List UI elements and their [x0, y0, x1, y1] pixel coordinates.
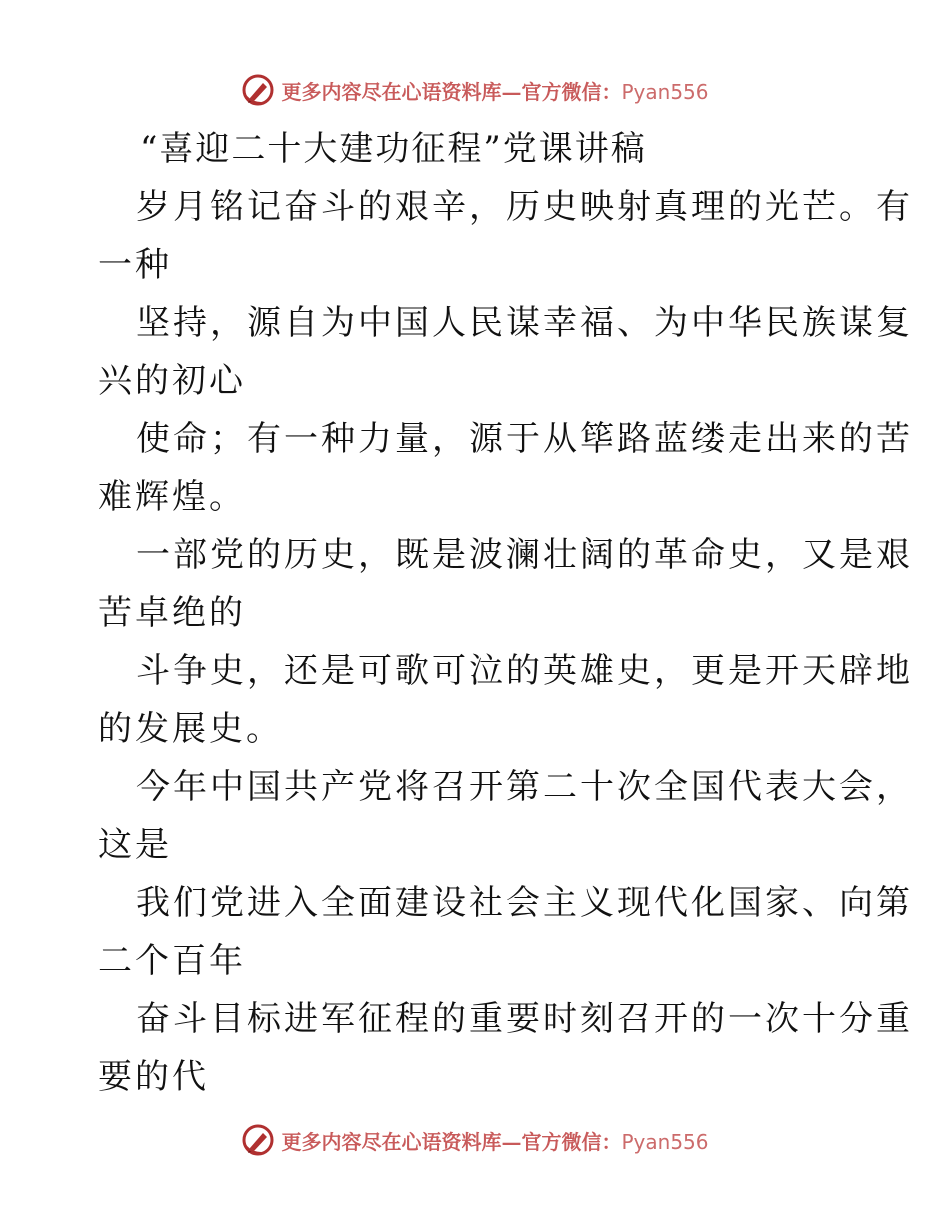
paragraph-line: 一种 [98, 245, 172, 285]
paragraph-line: 岁月铭记奋斗的艰辛，历史映射真理的光芒。有 [136, 187, 913, 227]
header-banner-wechat-id: Pyan556 [621, 79, 709, 104]
paragraph-line: 难辉煌。 [98, 477, 246, 517]
paragraph-line: 二个百年 [98, 941, 246, 981]
document-title: “喜迎二十大建功征程”党课讲稿 [140, 129, 647, 169]
paragraph-line: 兴的初心 [98, 361, 246, 401]
paragraph-line: 我们党进入全面建设社会主义现代化国家、向第 [136, 883, 913, 923]
header-banner [0, 70, 950, 110]
paragraph-line: 使命；有一种力量，源于从筚路蓝缕走出来的苦 [136, 419, 913, 459]
footer-banner [0, 1120, 950, 1160]
paragraph-line: 斗争史，还是可歌可泣的英雄史，更是开天辟地 [136, 651, 913, 691]
pen-logo-icon [241, 1123, 275, 1157]
document-body [98, 120, 913, 1106]
paragraph-line: 苦卓绝的 [98, 593, 246, 633]
paragraph-line: 这是 [98, 825, 172, 865]
footer-banner-cn: 更多内容尽在心语资料库—官方微信： [281, 1129, 622, 1154]
footer-banner-text [281, 1126, 708, 1155]
paragraph-line: 要的代 [98, 1057, 209, 1097]
footer-banner-wechat-id: Pyan556 [621, 1129, 709, 1154]
paragraph-line: 的发展史。 [98, 709, 283, 749]
paragraph-line: 今年中国共产党将召开第二十次全国代表大会， [136, 767, 913, 807]
header-banner-cn: 更多内容尽在心语资料库—官方微信： [281, 79, 622, 104]
paragraph-line: 坚持，源自为中国人民谋幸福、为中华民族谋复 [136, 303, 913, 343]
paragraph-line: 一部党的历史，既是波澜壮阔的革命史，又是艰 [136, 535, 913, 575]
header-banner-text [281, 76, 708, 105]
pen-logo-icon [241, 73, 275, 107]
paragraph-line: 奋斗目标进军征程的重要时刻召开的一次十分重 [136, 999, 913, 1039]
